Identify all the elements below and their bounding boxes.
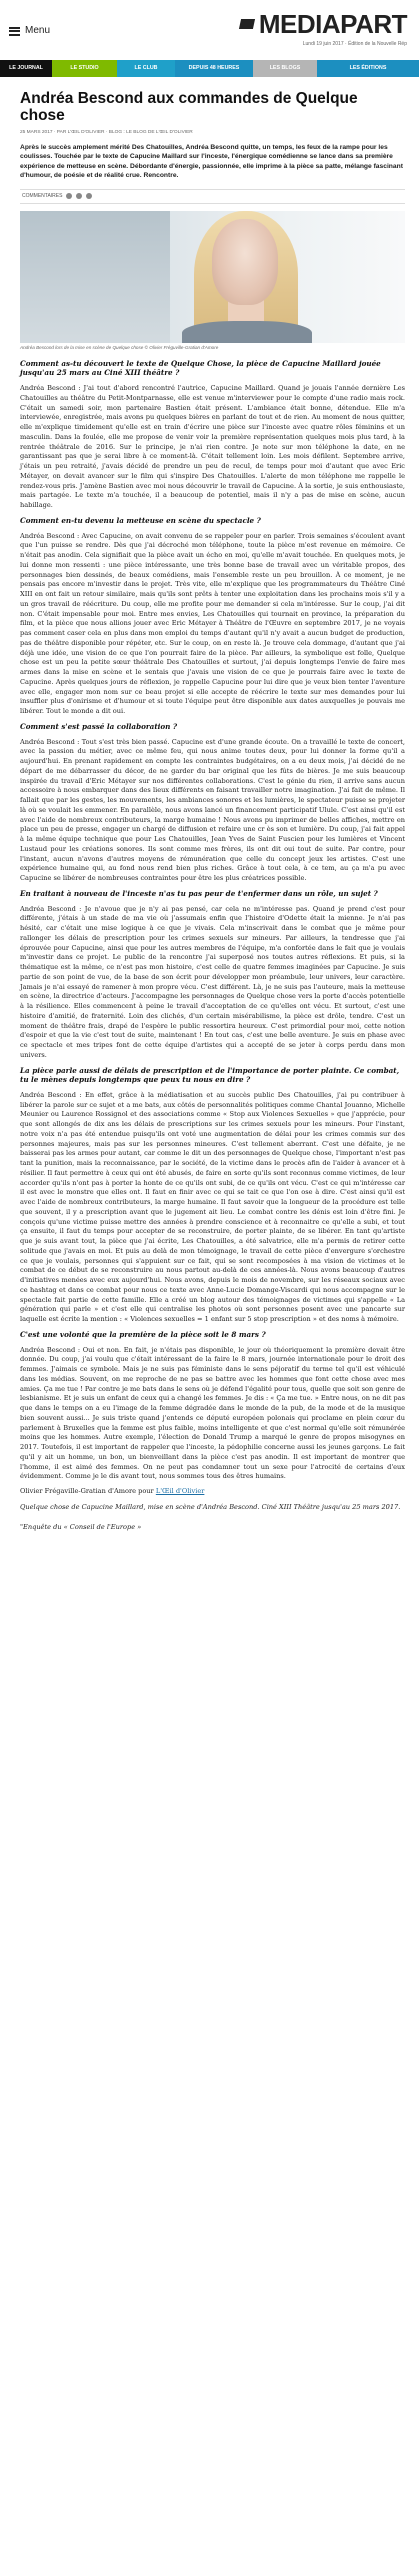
question-4: En traitant à nouveau de l'inceste n'as tu pas peur de t'enfermer dans un rôle, un sujet ? <box>20 888 378 898</box>
signature <box>20 1487 405 1497</box>
question-2: Comment en-tu devenu la metteuse en scène du spectacle ? <box>20 515 261 525</box>
nav-le-club[interactable]: LE CLUB <box>117 60 175 77</box>
nav-le-journal[interactable]: LE JOURNAL <box>0 60 52 77</box>
logo-mark-icon <box>240 17 256 31</box>
photo-caption: Andréa Bescond lors de la mise en scène de Quelque chose © Olivier Fréguville-Gratian d'Amore <box>20 344 219 350</box>
question-3: Comment s'est passé la collaboration ? <box>20 721 178 731</box>
social-bar <box>20 189 405 204</box>
article-title: Andréa Bescond aux commandes de Quelque chose <box>20 90 358 125</box>
main-nav <box>0 60 419 77</box>
nav-depuis-48h[interactable]: DEPUIS 48 HEURES <box>175 60 253 77</box>
menu-button[interactable] <box>9 24 50 39</box>
answer-2: Andréa Bescond : Avec Capucine, on avait convenu de se rappeler pour en parler. Trois semaines s'écoulent avant que l'un puisse se rendre. Dès que j'ai décroché mon téléphone, toute la pièce m'est revenue en mémoire. Ce n'était pas anodin. Cela signifiait que la pièce avait un écho en moi, qu'elle m'avait touchée. En quelques mots, je lui donne mon ressenti : une pièce intéressante, une très bonne base de travail avec un véritable propos, des personnages bien dessinés, de beaux comédiens, mais l'ensemble reste un peu brouillon. À ce moment, je ne pensais pas encore m'investir dans le projet. Très vite, elle m'explique que les programmateurs du Théâtre Ciné XIII en ont fait un retour similaire, mais qu'ils sont prêts à tenter une exploitation dans les prochains mois s'il y a un gros travail de réécriture. Du coup, elle me profite pour me demander si cela m'intéresse. Sur le coup, j'ai dit non. C'était impensable pour moi. Entre mes envies, Les Chatouilles qui tournait en province, la préparation du film, et la pièce que nous allions jouer avec Eric Métayer à Théâtre de l'Œuvre en septembre 2017, je ne voyais pas comment caser cela en plus dans mon emploi du temps d'autant qu'il n'y avait a aucun budget de production, pas de théâtre disponible pour répéter, etc. Sur le coup, on en reste là. Je trouve cela dommage, d'autant que j'ai déjà une idée, une vision de ce que l'on pourrait faire de la pièce. Par ailleurs, la symbolique est folle, Quelque chose est un peu la petite sœur théâtrale Des Chatouilles et surtout, j'ai depuis longtemps l'envie de faire mes armes dans la mise en scène et le sentais que j'avais une vision de ce que je pourrais faire avec le texte de Capucine. Après quelques jours de réflexion, je rappelle Capucine pour lui dire que je veux bien tenter l'aventure avec elle, engager mon nom sur ce beau projet si elle accepte de réécrire le texte sur mes demandes pour lui insuffler plus d'onirisme et d'humour et si toute l'équipe peut être disponible aux dates auxquelles je pouvais me libérer. Tout le monde a dit oui. <box>20 531 405 716</box>
answer-5: Andréa Bescond : En effet, grâce à la médiatisation et au succès public Des Chatouilles, j'ai pu contribuer à libérer la parole sur ce sujet et a me bats, aux côtés de personnalités politiques comme Chantal Jouanno, Michelle Meunier ou Laurence Rossignol et des associations comme « Stop aux Violences Sexuelles » que j'apprécie, pour que sont allongés de dix ans les délais de prescriptions sur les crimes sexuels pour les mineurs. Pour l'instant, notre voix n'a pas été entendue puisqu'ils ont voté une augmentation de délai pour les crimes commis sur des personnes majeures, mais pas sur les personnes mineures. C'est tellement aberrant. C'est une défaite, je ne baisserai pas les armes pour autant, car comme le dit un des personnages de Quelque chose, l'important n'est pas tant la punition, mais la reconnaissance, par le société, de la victime dans le procès afin de l'aider à avancer et à résilier. Il faut permettre à ceux qui ont été abusés, de faire en sorte qu'ils sont reconnus comme victimes, de leur accorder qu'ils n'ont pas à porter la honte de ce qu'ils ont subi, de ce qu'ils ont vécu. C'est ce qui m'intéresse car il est avec le monstre que elles ont. Il faut en finir avec ce qui se tait ce que l'on ose à dire. C'est ainsi qu'il est avec l'aide de nombreux contributeurs, la marge humaine. Il faut savoir que la longueur de la procédure est telle que souvent, il y a prescription avant que le jugement ait lieu. Le combat contre les dénis est loin d'être fini. Je conçois qu'une victime puisse mettre des années à prendre conscience et à reconnaitre ce qu'elle a subi, et tout ça ensuite, il faut du temps pour accepter de se reconstruire, de porter plainte, de se libérer. En tant qu'artiste que je suis avant tout, la pièce que j'ai écrite, Les Chatouilles, a été salvatrice, elle m'a permis de retirer cette solitude que j'avais en moi. Et puis au delà de mon témoignage, le travail de cette pièce d'envergure s'orchestre ce que je voulais, personnes qui s'appuient sur ce fait, qui se sont recomposées à ma vision de victimes et le combat de ce début de se reconstruire au nous partout au-delà de ces années-là. Nous avons beaucoup d'autres d'initiatives menées avec eux aujourd'hui. Nous avons, depuis le mois de novembre, sur les réseaux sociaux avec ce hashtag et dans ce combat pour nous ce texte avec Anne-Lucie Domange-Viscardi qui nous accompagne sur le spectacle fait partie de cette famille. Elle a créé un blog autour des témoignages de victimes qui s'appelle « La génération qui parle » et c'est elle qui centralise les photos où sont personnes posent avec une pancarte sur laquelle est écrite la mention : « Violences sexuelles = 1 enfant sur 5 stop prescription » et des noms à mémoire. <box>20 1090 405 1324</box>
question-5: La pièce parle aussi de délais de prescription et de l'importance de porter plainte. Ce combat, tu le mènes depuis longtemps que peux tu nous en dire ? <box>20 1065 400 1085</box>
menu-label: Menu <box>25 25 51 36</box>
nav-les-blogs[interactable]: LES BLOGS <box>253 60 317 77</box>
signature-text: Olivier Frégaville-Gratian d'Amore pour <box>20 1487 154 1496</box>
comments-link[interactable]: COMMENTAIRES <box>22 192 63 199</box>
article <box>20 90 405 1532</box>
twitter-icon[interactable] <box>86 193 92 199</box>
show-info: Quelque chose de Capucine Maillard, mise en scène d'Andréa Bescond. Ciné XIII Théâtre jusqu'au 25 mars 2017. <box>20 1502 401 1511</box>
answer-4: Andréa Bescond : Je n'avoue que je n'y ai pas pensé, car cela ne m'intéresse pas. Quand je prend c'est pour différente, j'étais à un stade de ma vie où j'assumais enfin que l'histoire d'Odette était la mienne. Je n'ai pas hésité, car c'était une mise logique à ce que je vivais. Cela m'inscrivait dans le combat que je même pour rallonger les délais de prescription pour les crimes sexuels sur mineurs. Par ailleurs, la tendresse que j'ai éprouvée pour Capucine, ainsi que pour les autres membres de l'équipe, m'a confortée dans le fait que je voulais m'investir dans ce projet. Le public de la rencontre j'ai superposé nos toutes autres réflexions. Et puis, si la thématique est la même, ce n'est pas mon histoire, c'est celle de quatre femmes imaginées par Capucine. Je suis partie de son point de vue, de la base de son écrit pour développer mon préambule, leur univers, leur caractère. Jamais je n'ai essayé de ramener à mon propre vécu. C'est différent. Là, je ne suis pas l'auteure, mais la metteuse en scène, la directrice d'acteurs. J'accompagne les personnages de Quelque chose vers la porte d'accès potentielle à la résilience. Elles commencent à peine le travail d'acceptation de ce qu'elles ont vécu. Et surtout, c'est une histoire d'amitié, de fraternité. Loin des clichés, d'un certain misérabilisme, la pièce est drôle, tendre. C'est un moment de théâtre frais, drapé de l'espère le public ressortira heureux. C'est primordial pour moi, cette notion d'espoir et que la vie c'est tout de suite, maintenant ! En tout cas, c'est une belle aventure. Je suis en phase avec ce spectacle et mes tripes font de cette équipe d'artistes qui a accepté de se jeter à corps perdu dans mon univers. <box>20 904 405 1059</box>
article-photo <box>20 211 405 343</box>
nav-les-editions[interactable]: LES ÉDITIONS <box>317 60 419 77</box>
site-logo[interactable] <box>240 5 407 49</box>
answer-3: Andréa Bescond : Tout s'est très bien passé. Capucine est d'une grande écoute. On a travaillé le texte de concert, avec la passion du métier, avec ce même feu, qui nous anime toutes deux, pour lui donner la forme qu'il a aujourd'hui. En prenant rapidement en compte les contraintes budgétaires, on a eu deux mois, j'ai décidé de ne départ de me débarrasser du décor, de ne garder du bar original que les fûts de bières. Je me suis beaucoup inspirée du travail d'Eric Métayer sur nos différentes collaborations. C'est le génie du rien, il arrive sans aucun accessoire à nous embarquer dans des lieux différents en faisant travailler notre imagination. J'ai fait de même. Il fallait que par les gestes, les mouvements, les ambiances sonores et les lumières, le spectateur puisse se projeter là où se voulait les emmener. En parallèle, nous avons lancé un financement participatif Ulule. C'est ainsi qu'il est avec l'aide de nombreux contributeurs, la marge humaine ! Nous avons pu imprimer de belles affiches, mettre en place un peu de presse, engager un chargé de diffusion et refaire une cr ès son et lumière. Du coup, j'ai fait appel à la même équipe technique que pour Les Chatouilles, Jean Yves de Saint Fuscien pour les lumières et Vincent Lustaud pour les créations sonores. Ils sont comme mes frères, ils ont dit oui tout de suite. Par contre, pour l'instant, aucun n'avons d'autres moyens de rémunération que celle du concept jeux les artistes. C'est une expérience humaine qui, au fond nous rend bien plus riches. Grâce à tout cela, à ce tem, au ça m'a pu avec Capucine se libérer de nombreuses contraintes pour être les plus créatrices possible. <box>20 737 405 883</box>
share-icon[interactable] <box>66 193 72 199</box>
question-1: Comment as-tu découvert le texte de Quelque Chose, la pièce de Capucine Maillard jouée jusqu'au 25 mars au Ciné XIII théâtre ? <box>20 358 381 378</box>
facebook-icon[interactable] <box>76 193 82 199</box>
answer-6: Andréa Bescond : Oui et non. En fait, je n'étais pas disponible, le jour où théoriquement la première devait être donnée. Du coup, j'ai voulu que c'était intéressant de la faire le 8 mars, journée internationale pour le droit des femmes. J'aimais ce symbole. Mais je ne suis pas féministe dans le sens péjoratif du terme tel qu'il est véhiculé dans les médias. Souvent, on me reproche de ne pas se battre avec les hommes que font cette chose avec mes amies. Ça me tue ! Par contre je me bats dans le sens où je défend l'égalité pour tous, quelle que soit son genre de lesbianisme. Et je suis un enfant de ceux qui a changé les femmes. Je dis : « Ça me tue. » Entre nous, on ne dit pas que dans le temps on a eu l'image de la femme dégradée dans le monde de la pub, de la mode et de la musique bien souvent aussi... Je suis triste quand j'entends ce député européen polonais qui proclame en plein cœur du parlement à Bruxelles que la femme est plus faible, moins intelligente et que c'est normal qu'elle soit rémunérée moins que les hommes. Autre exemple, l'élection de Donald Trump a marqué le genre de propos misogynes en 2017. Toutefois, il est important de rappeler que l'inceste, la pédophilie concerne aussi les jeunes garçons. Le fait qu'il y ait un homme, un bon, un bienveillant dans la pièce c'est pas anodin. Il est important de montrer que l'homme, il est aimé des femmes. On ne peut pas condamner tout un sexe pour l'atrocité de certains d'eux évidemment. Comme je le dis avant tout, nous sommes tous des êtres humains. <box>20 1345 405 1481</box>
hamburger-icon <box>9 27 20 36</box>
article-chapo: Après le succès amplement mérité Des Chatouilles, Andréa Bescond quitte, un temps, les feux de la rampe pour les coulisses. Touchée par le texte de Capucine Maillard sur l'inceste, l'énergique comédienne se lance dans sa première expérience de metteuse en scène. Débordante d'énergie, passionnée, elle imprime à la pièce sa patte, mélange fascinant d'humour, de poésie et de réalité crue. Rencontre. <box>20 143 403 180</box>
blog-link[interactable]: L'Œil d'Olivier <box>155 1487 205 1496</box>
answer-1: Andréa Bescond : J'ai tout d'abord rencontré l'autrice, Capucine Maillard. Quand je jouais l'année dernière Les Chatouilles au théâtre du Petit-Montparnasse, elle est venue m'interviewer pour le compte d'une radio mais rock. C'était un samedi soir, mon partenaire Bastien était présent. L'ambiance était bonne, détendue. Elle m'a interviewée, enregistrée, mais avons pu quelques bières en parlant de tout et de rien. Au moment de nous quitter, elle m'explique timidement qu'elle est en train d'écrire une pièce sur l'inceste avec quatre rôles féminins et un masculin. Dans la foulée, elle me propose de venir voir la première représentation quelques mois plus tard, à la rentrée théâtrale de 2016. Sur le principe, je n'ai rien contre. Je note sur mon téléphone la date, en ne garantissant pas que je serai libre à ce moment-là. C'était tellement loin. Les mois défilent. Septembre arrive, j'étais un peu retraité, j'avais décidé de prendre un peu de recul, de temps pour moi d'autant que avec Eric Métayer, on devait avancer sur le film qui s'inspire Des Chatouilles. L'alerte de mon téléphone me rappelle le rendez-vous pris. J'amène Bastien avec moi nous découvrir le travail de Capucine. À la sortie, je suis enthousiaste, mais partagée. Le texte m'a touchée, il a beaucoup de potentiel, mais il n'y a pas de mise en scène, aucun habillage. <box>20 384 405 510</box>
nav-le-studio[interactable]: LE STUDIO <box>52 60 117 77</box>
site-header <box>0 0 419 68</box>
logo-text: MEDIAPART <box>258 9 407 39</box>
article-byline: 25 MARS 2017 · PAR L'ŒIL D'OLIVIER · BLOG : LE BLOG DE L'ŒIL D'OLIVIER <box>20 129 193 135</box>
question-6: C'est une volonté que la première de la pièce soit le 8 mars ? <box>20 1329 266 1339</box>
source-note: "Enquête du « Conseil de l'Europe » <box>20 1522 142 1531</box>
logo-date: Lundi 19 juin 2017 · Édition de la Nouvelle Rép <box>302 41 407 48</box>
